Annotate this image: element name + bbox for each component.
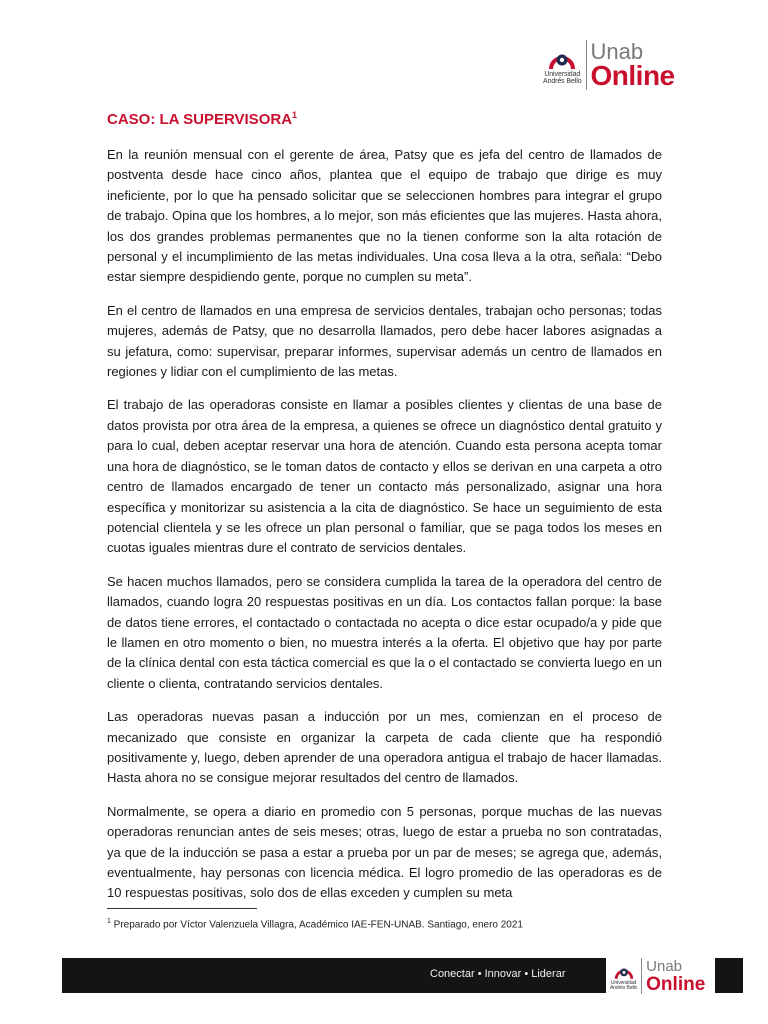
document-title [107,110,297,128]
footer-logo-divider [641,958,642,994]
footer-university-name-line2: Andrés Bello [610,985,638,991]
paragraph: En el centro de llamados en una empresa de servicios dentales, trabajan ocho personas; todas mujeres, además de Patsy, que no desarrolla llamados, pero debe hacer labores asignadas a su jefatura, como: supervisar, preparar informes, supervisar además un centro de llamados en regiones y lidiar con el cumplimiento de las metas. [107,302,662,380]
brand-wordmark [591,41,675,89]
university-crest [543,45,582,85]
unab-crest-icon [612,961,636,981]
paragraph: Normalmente, se opera a diario en promedio con 5 personas, porque muchas de las nuevas operadoras renuncian antes de seis meses; otras, luego de estar a prueba no son contratadas, ya que de la inducción se pasa a estar a prueba por un par de meses; se agrega que, además, eventualmente, hay personas con licencia médica. El logro promedio de las operadoras es de 10 respuestas positivas, solo dos de ellas exceden y cumplen su meta [107,803,662,901]
document-body [107,145,662,917]
paragraph: Las operadoras nuevas pasan a inducción por un mes, comienzan en el proceso de mecanizado que consiste en organizar la carpeta de cada cliente que ha respondió positivamente y, luego, deben aprender de una operadora antigua el trabajo de hacer llamadas. Hasta ahora no se consigue mejorar resultados del centro de llamados. [107,709,662,786]
paragraph: El trabajo de las operadoras consiste en llamar a posibles clientes y clientas de una base de datos provista por otra área de la empresa, a quienes se ofrece un diagnóstico dental gratuito y para lo cual, deben aceptar reservar una hora de atención. Cuando esta persona acepta tomar una hora de diagnóstico, se le toman datos de contacto y ellos se derivan en una carpeta a otro centro de llamados encargado de tener un contacto más personalizado, asignar una hora específica y monitorizar su asistencia a la cita de diagnóstico. Se hace un seguimiento de esta potencial clientela y se les ofrece un plan personal o familiar, que se paga todos los meses en cuotas iguales mientras dure el contrato de servicios dentales. [107,397,662,556]
footer-brand-unab: Unab [646,957,683,975]
footnote-text: Preparado por Víctor Valenzuela Villagra, Académico IAE-FEN-UNAB. Santiago, enero 2021 [110,919,523,931]
document-title-text: CASO: LA SUPERVISORA [107,111,293,128]
brand-online: Online [590,60,675,91]
unab-crest-icon [545,45,579,71]
footer-brand-wordmark [646,959,705,994]
unab-online-logo [543,40,675,90]
footer-logo [606,954,715,996]
logo-divider [586,40,587,90]
title-footnote-mark: 1 [292,110,298,120]
university-name-line1: Universidad [544,71,581,78]
footer-university-name-line1: Universidad [610,980,637,986]
paragraph: En la reunión mensual con el gerente de área, Patsy que es jefa del centro de llamados de postventa desde hace cinco años, plantea que el equipo de trabajo que dirige es muy ineficiente, por lo que ha pensado solicitar que se seleccionen hombres para integrar el grupo de trabajo. Opina que los hombres, a lo mejor, son más eficientes que las mujeres. Hasta ahora, los dos grandes problemas permanentes que no la tienen conforme son la alta rotación de personal y el incumplimiento de las metas individuales. Una cosa lleva a la otra, señala: “Debo estar siempre despidiendo gente, porque no cumplen su meta”. [107,147,662,285]
footnote-mark: 1 [107,918,111,925]
footnote-separator [107,908,257,909]
footer-university-crest [610,961,637,991]
brand-unab: Unab [590,39,644,64]
university-name-line2: Andrés Bello [543,78,582,85]
footer-slogan: Conectar • Innovar • Liderar [430,968,566,980]
footnote [107,918,523,930]
footer-brand-online: Online [646,973,706,995]
paragraph: Se hacen muchos llamados, pero se considera cumplida la tarea de la operadora del centro de llamados, cuando logra 20 respuestas positivas en un día. Los contactos fallan porque: la base de datos tiene errores, el contactado o contactada no acepta o dice estar ocupado/a y pide que le llamen en otro momento o bien, no muestra interés a la oferta. El objetivo que hay por parte de la clínica dental con esta táctica comercial es que la o el contactado se convierta luego en un cliente o clienta, contratando servicios dentales. [107,573,662,691]
